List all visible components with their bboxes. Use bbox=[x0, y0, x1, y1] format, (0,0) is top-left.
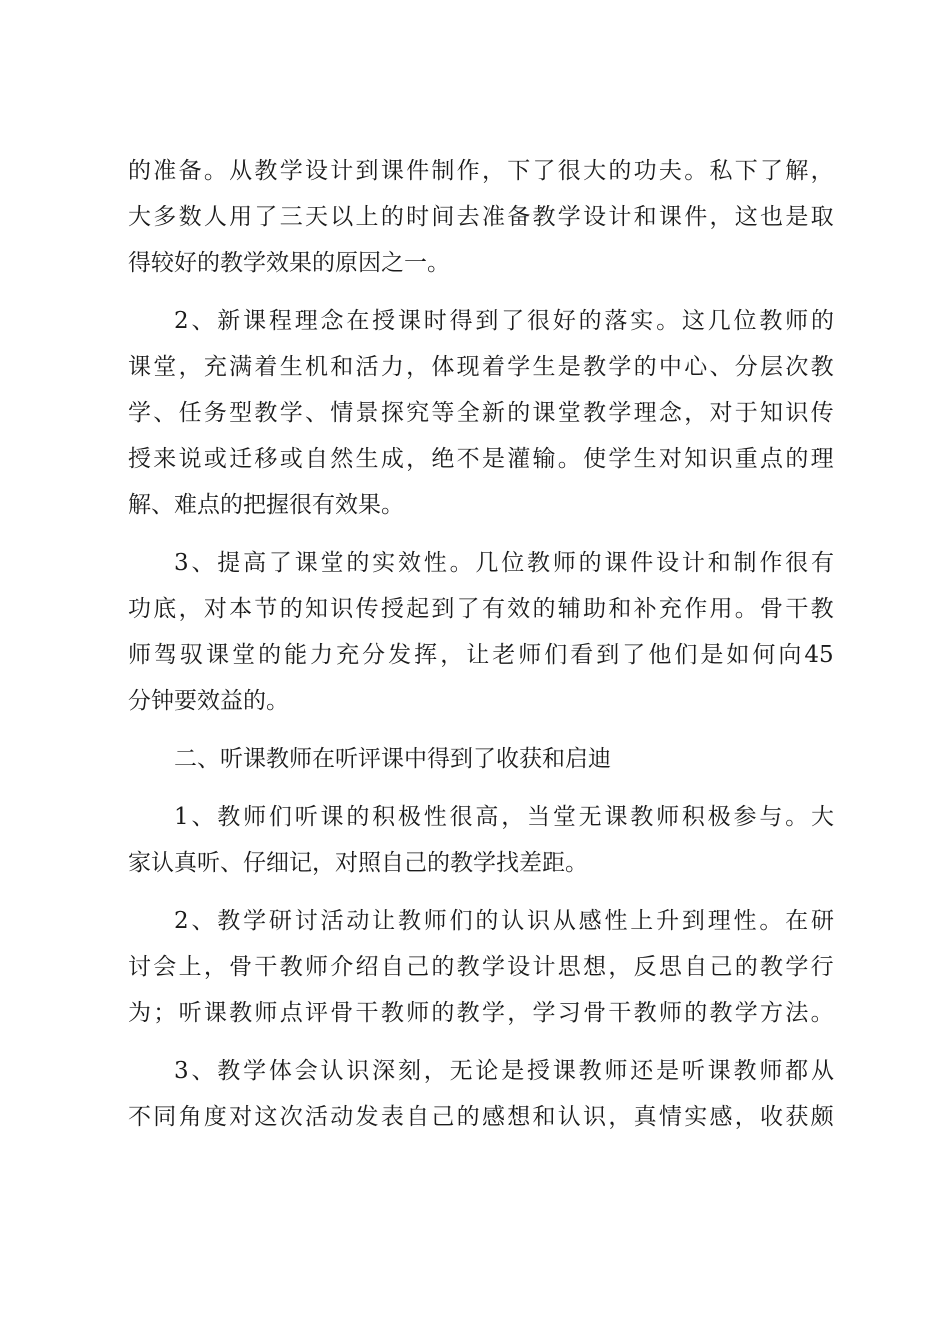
text-line: 功 底 ， 对 本 节 的 知 识 传 授 起 到 了 有 效 的 辅 助 和 补 充 作 用 。 骨 干 教 bbox=[128, 596, 834, 622]
text-line: 的 准 备 。 从 教 学 设 计 到 课 件 制 作 ， 下 了 很 大 的 功 夫 。 私 下 了 解 ， bbox=[128, 158, 834, 184]
text-line: 1 、 教 师 们 听 课 的 积 极 性 很 高 ， 当 堂 无 课 教 师 积 极 参 与 。 大 bbox=[174, 804, 834, 830]
text-line: 大 多 数 人 用 了 三 天 以 上 的 时 间 去 准 备 教 学 设 计 和 课 件 ， 这 也 是 取 bbox=[128, 204, 834, 230]
text-line: 得较好的教学效果的原因之一。 bbox=[128, 250, 450, 276]
section-heading: 二、听课教师在听评课中得到了收获和启迪 bbox=[174, 746, 611, 772]
text-line: 家认真听、仔细记，对照自己的教学找差距。 bbox=[128, 850, 588, 876]
text-line: 3 、 提 高 了 课 堂 的 实 效 性 。 几 位 教 师 的 课 件 设 计 和 制 作 很 有 bbox=[174, 550, 834, 576]
text-line: 不 同 角 度 对 这 次 活 动 发 表 自 己 的 感 想 和 认 识 ， 真 情 实 感 ， 收 获 颇 bbox=[128, 1104, 834, 1130]
paragraph-gap bbox=[128, 1036, 834, 1048]
paragraph-gap bbox=[128, 724, 834, 736]
paragraph-gap bbox=[128, 286, 834, 298]
text-line: 师 驾 驭 课 堂 的 能 力 充 分 发 挥 ， 让 老 师 们 看 到 了 他 们 是 如 何 向 45 bbox=[128, 642, 834, 668]
text-line: 学 、 任 务 型 教 学 、 情 景 探 究 等 全 新 的 课 堂 教 学 理 念 ， 对 于 知 识 传 bbox=[128, 400, 834, 426]
text-line: 为 ； 听 课 教 师 点 评 骨 干 教 师 的 教 学 ， 学 习 骨 干 教 师 的 教 学 方 法 。 bbox=[128, 1000, 834, 1026]
paragraph-gap bbox=[128, 782, 834, 794]
text-line: 3 、 教 学 体 会 认 识 深 刻 ， 无 论 是 授 课 教 师 还 是 听 课 教 师 都 从 bbox=[174, 1058, 834, 1084]
text-line: 授 来 说 或 迁 移 或 自 然 生 成 ， 绝 不 是 灌 输 。 使 学 生 对 知 识 重 点 的 理 bbox=[128, 446, 834, 472]
text-line: 解、难点的把握很有效果。 bbox=[128, 492, 404, 518]
paragraph-gap bbox=[128, 528, 834, 540]
text-line: 分钟要效益的。 bbox=[128, 688, 289, 714]
text-line: 讨 会 上 ， 骨 干 教 师 介 绍 自 己 的 教 学 设 计 思 想 ， 反 思 自 己 的 教 学 行 bbox=[128, 954, 834, 980]
text-line: 2 、 新 课 程 理 念 在 授 课 时 得 到 了 很 好 的 落 实 。 这 几 位 教 师 的 bbox=[174, 308, 834, 334]
paragraph-gap bbox=[128, 886, 834, 898]
text-line: 课 堂 ， 充 满 着 生 机 和 活 力 ， 体 现 着 学 生 是 教 学 的 中 心 、 分 层 次 教 bbox=[128, 354, 834, 380]
text-line: 2 、 教 学 研 讨 活 动 让 教 师 们 的 认 识 从 感 性 上 升 到 理 性 。 在 研 bbox=[174, 908, 834, 934]
document-body bbox=[128, 148, 834, 1140]
